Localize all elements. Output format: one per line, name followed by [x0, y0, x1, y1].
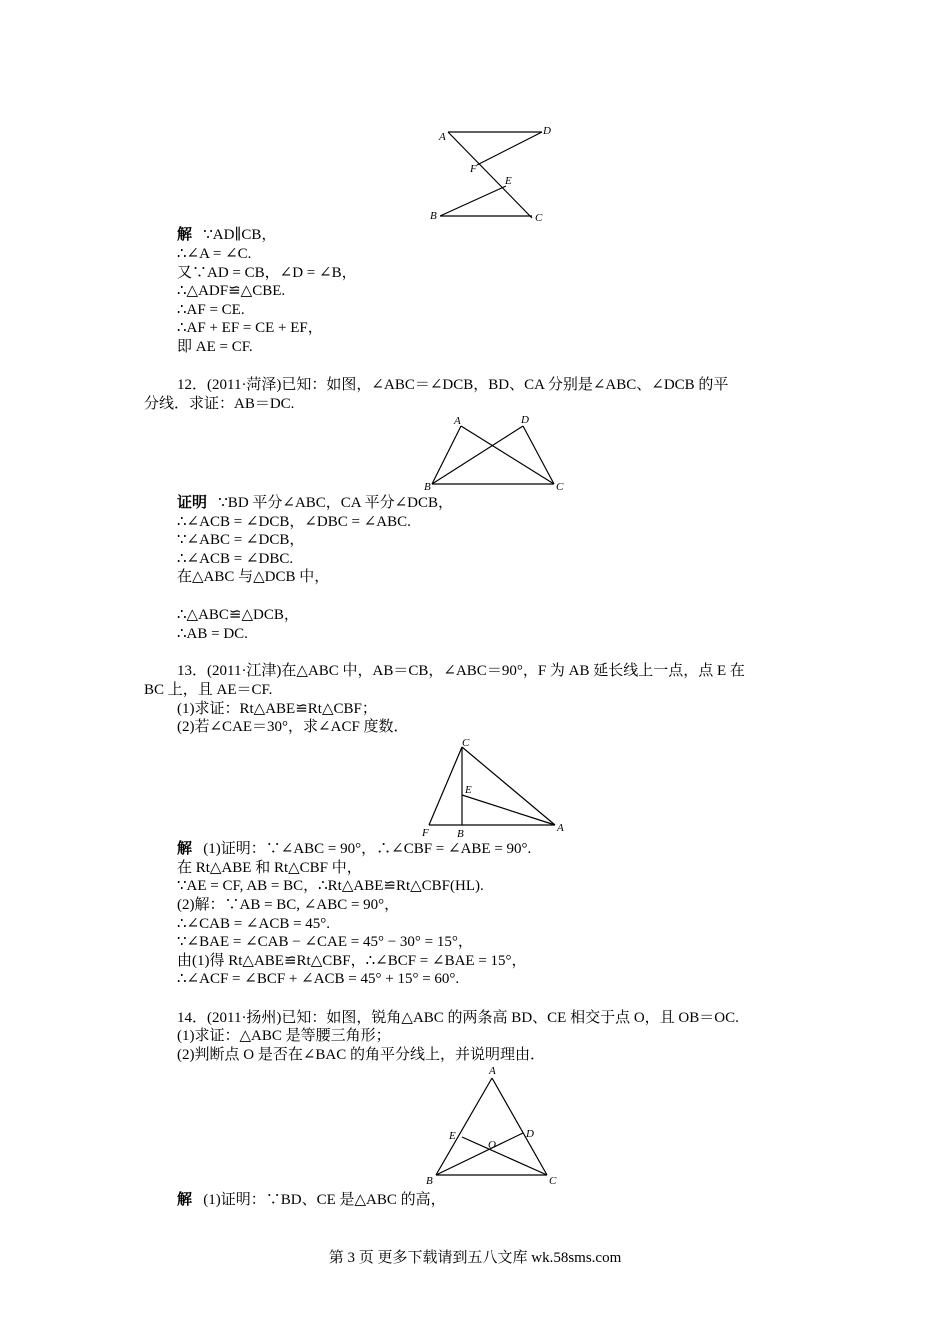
sol14-lead: 解: [177, 1192, 193, 1208]
page-footer: 第 3 页 更多下载请到五八文库 wk.58sms.com: [328, 1250, 622, 1266]
fig1-label-b: B: [430, 210, 437, 222]
fig4-label-e: E: [449, 1130, 456, 1142]
sol11-lead: 解: [177, 227, 193, 243]
fig3-label-b: B: [457, 828, 464, 840]
figure-3: [415, 735, 575, 845]
sol11-line-1: [177, 226, 276, 244]
fig2-label-c: C: [556, 481, 564, 493]
sol13-line-8: ∴∠ACF = ∠BCF + ∠ACB = 45° + 15° = 60°.: [177, 971, 460, 987]
fig4-label-o: O: [488, 1139, 496, 1151]
sol12-line-4: ∴∠ACB = ∠DBC.: [177, 551, 294, 567]
q13-line-3: (1)求证：Rt△ABE≌Rt△CBF；: [177, 701, 377, 717]
sol12-lead: 证明: [177, 495, 208, 511]
q14-line-1: 14．(2011·扬州)已知：如图，锐角△ABC 的两条高 BD、CE 相交于点 O，且 OB＝OC.: [177, 1010, 739, 1026]
sol13-line-7: 由(1)得 Rt△ABE≌Rt△CBF，∴∠BCF = ∠BAE = 15°，: [177, 953, 527, 969]
sol12-line-2: ∴∠ACB = ∠DCB，∠DBC = ∠ABC.: [177, 514, 411, 530]
q12-line-1: 12．(2011·菏泽)已知：如图，∠ABC＝∠DCB，BD、CA 分别是∠ABC、∠DCB 的平: [177, 377, 729, 393]
fig2-label-d: D: [521, 414, 529, 426]
sol12-line-1: [177, 494, 453, 512]
figure-4: [420, 1060, 570, 1190]
sol11-line-5: ∴AF = CE.: [177, 302, 245, 318]
fig2-label-a: A: [454, 415, 461, 427]
sol12-text-1: ∵BD 平分∠ABC，CA 平分∠DCB，: [218, 495, 453, 511]
sol14-text-1: (1)证明：∵BD、CE 是△ABC 的高，: [203, 1192, 446, 1208]
sol13-line-6: ∵∠BAE = ∠CAB − ∠CAE = 45° − 30° = 15°，: [177, 934, 473, 950]
sol13-line-5: ∴∠CAB = ∠ACB = 45°.: [177, 916, 331, 932]
sol11-line-6: ∴AF + EF = CE + EF，: [177, 320, 323, 336]
q13-line-4: (2)若∠CAE＝30°，求∠ACF 度数．: [177, 719, 409, 735]
fig1-label-f: F: [470, 163, 477, 175]
fig3-label-a: A: [557, 822, 564, 834]
fig2-label-b: B: [424, 481, 431, 493]
sol13-lead: 解: [177, 841, 193, 857]
sol12-line-5: 在△ABC 与△DCB 中，: [177, 569, 330, 585]
q13-line-1: 13．(2011·江津)在△ABC 中，AB＝CB，∠ABC＝90°，F 为 AB 延长线上一点，点 E 在: [177, 663, 745, 679]
fig1-label-a: A: [439, 131, 446, 143]
fig1-label-e: E: [505, 175, 512, 187]
fig4-label-c: C: [549, 1175, 557, 1187]
sol11-line-3: 又∵AD = CB，∠D = ∠B，: [177, 265, 357, 281]
sol12-line-7: ∴AB = DC.: [177, 626, 248, 642]
fig1-label-d: D: [543, 125, 551, 137]
figure-2: [420, 410, 570, 495]
sol14-line-1: [177, 1191, 446, 1209]
fig1-label-c: C: [535, 212, 543, 224]
figure-1: [420, 120, 560, 230]
sol11-text-1: ∵AD∥CB，: [203, 227, 277, 243]
sol12-line-6: ∴△ABC≌△DCB，: [177, 607, 299, 623]
fig3-label-e: E: [465, 784, 472, 796]
fig3-label-c: C: [462, 737, 470, 749]
sol13-line-3: ∵AE = CF, AB = BC，∴Rt△ABE≌Rt△CBF(HL).: [177, 878, 484, 894]
sol11-line-7: 即 AE = CF.: [177, 339, 253, 355]
q14-line-3: (2)判断点 O 是否在∠BAC 的角平分线上，并说明理由．: [177, 1047, 545, 1063]
fig3-label-f: F: [422, 827, 429, 839]
sol13-text-1: (1)证明：∵∠ABC = 90°，∴∠CBF = ∠ABE = 90°.: [203, 841, 532, 857]
sol13-line-4: (2)解：∵AB = BC, ∠ABC = 90°，: [177, 897, 400, 913]
fig4-label-d: D: [526, 1128, 534, 1140]
sol13-line-2: 在 Rt△ABE 和 Rt△CBF 中，: [177, 860, 362, 876]
fig4-label-a: A: [489, 1065, 496, 1077]
q12-line-2: 分线．求证：AB＝DC.: [144, 396, 295, 412]
q14-line-2: (1)求证：△ABC 是等腰三角形；: [177, 1028, 391, 1044]
sol11-line-4: ∴△ADF≌△CBE.: [177, 283, 286, 299]
sol12-line-3: ∵∠ABC = ∠DCB，: [177, 532, 305, 548]
sol11-line-2: ∴∠A = ∠C.: [177, 246, 252, 262]
q13-line-2: BC 上，且 AE＝CF.: [144, 682, 273, 698]
fig4-label-b: B: [426, 1175, 433, 1187]
sol13-line-1: [177, 840, 531, 858]
